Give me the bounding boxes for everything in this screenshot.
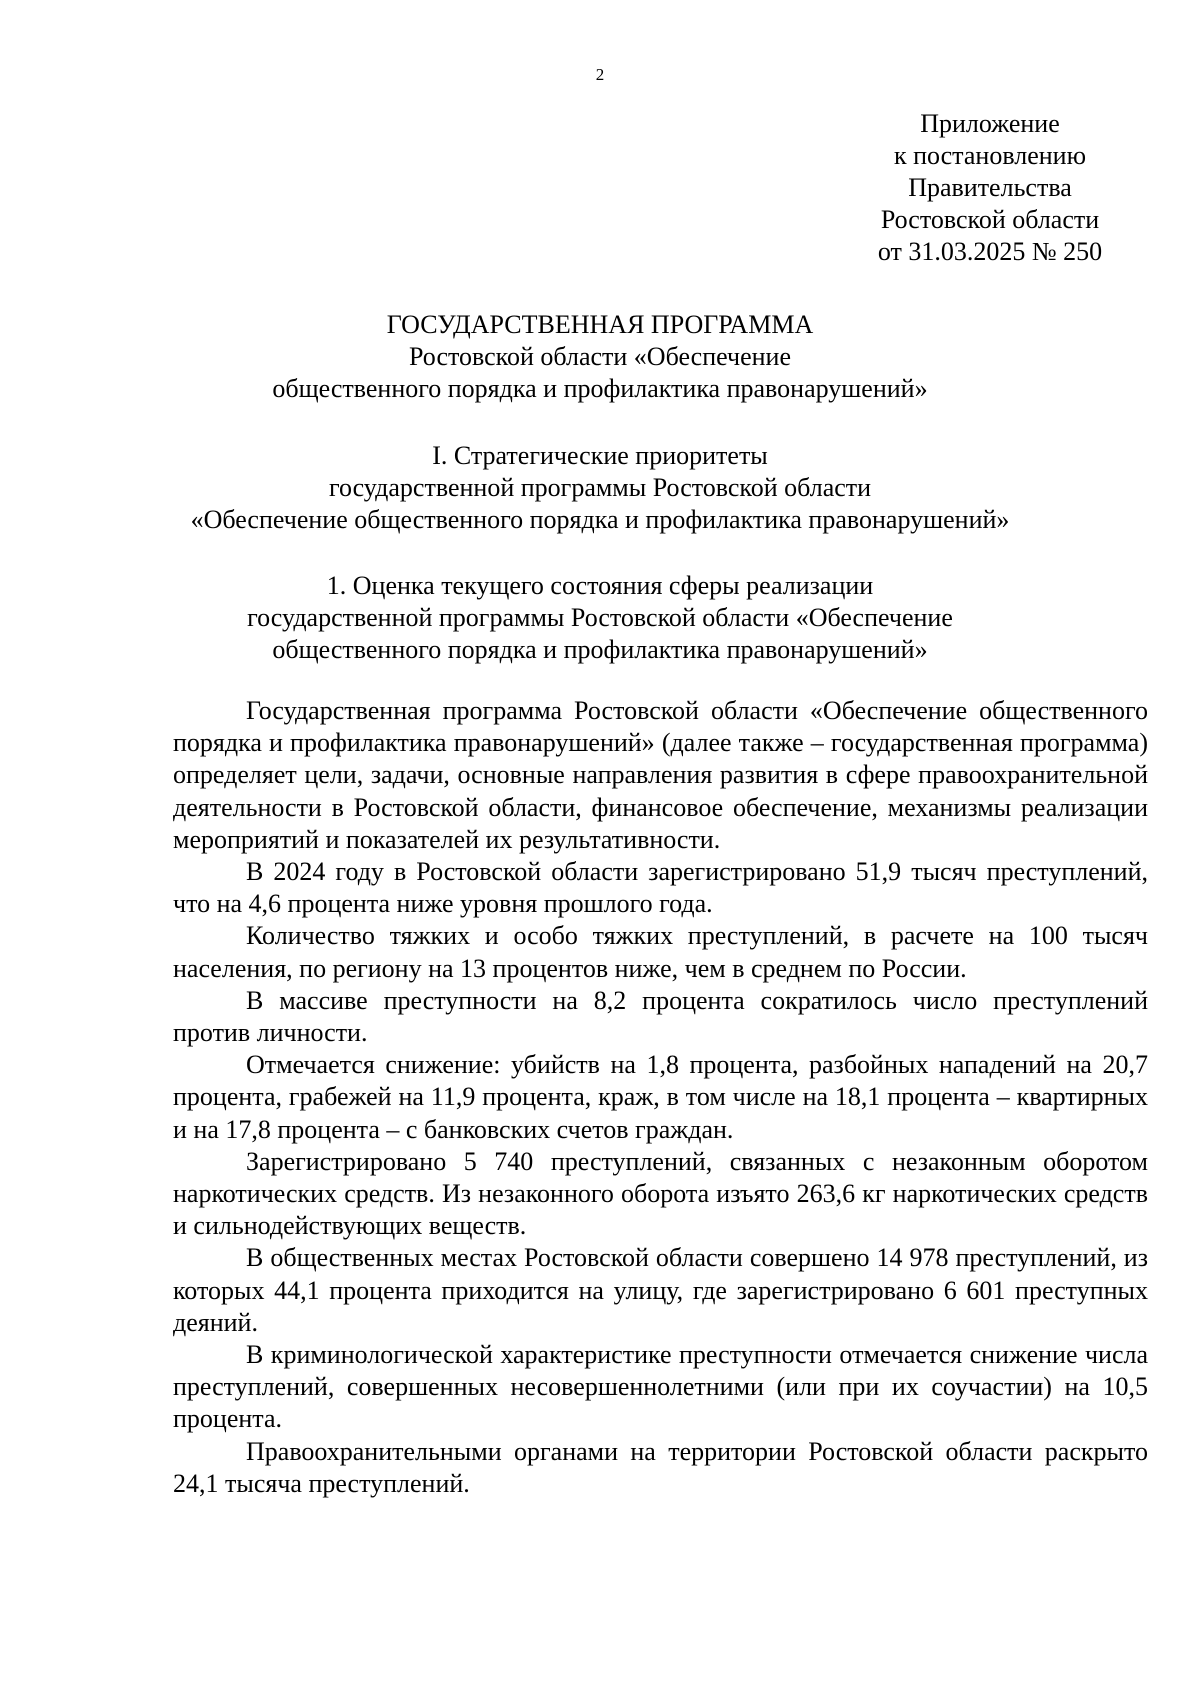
appendix-line: Правительства <box>908 173 1072 202</box>
paragraph: Государственная программа Ростовской области «Обеспечение общественного порядка и профилактика правонарушений» (далее также – государственная программа) определяет цели, задачи, основные направления развития в сфере правоохранительной деятельности в Ростовской области, финансовое обеспечение, механизмы реализации мероприятий и показателей их результативности. <box>173 696 1148 854</box>
subsection-heading <box>120 570 1080 666</box>
section-heading-line: государственной программы Ростовской области <box>328 473 872 502</box>
appendix-line: Ростовской области <box>880 205 1100 234</box>
paragraph: В 2024 году в Ростовской области зарегистрировано 51,9 тысяч преступлений, что на 4,6 процента ниже уровня прошлого года. <box>173 857 1148 919</box>
appendix-line: Приложение <box>920 109 1060 138</box>
paragraph: Отмечается снижение: убийств на 1,8 процента, разбойных нападений на 20,7 процента, грабежей на 11,9 процента, краж, в том числе на 18,1 процента – квартирных и на 17,8 процента – с банковских счетов граждан. <box>173 1050 1148 1144</box>
title-line: общественного порядка и профилактика правонарушений» <box>272 374 928 403</box>
section-heading <box>120 440 1080 536</box>
body-text <box>173 695 1148 1500</box>
paragraph: Зарегистрировано 5 740 преступлений, связанных с незаконным оборотом наркотических средств. Из незаконного оборота изъято 263,6 кг наркотических средств и сильнодействующих веществ. <box>173 1146 1148 1241</box>
paragraph: В криминологической характеристике преступности отмечается снижение числа преступлений, совершенных несовершеннолетними (или при их соучастии) на 10,5 процента. <box>173 1340 1148 1434</box>
paragraph: В общественных местах Ростовской области совершено 14 978 преступлений, из которых 44,1 процента приходится на улицу, где зарегистрировано 6 601 преступных деяний. <box>173 1243 1148 1337</box>
subsection-heading-line: общественного порядка и профилактика правонарушений» <box>272 635 928 664</box>
document-title <box>120 309 1080 405</box>
title-line: ГОСУДАРСТВЕННАЯ ПРОГРАММА <box>386 310 814 339</box>
appendix-block <box>840 108 1140 268</box>
paragraph: Правоохранительными органами на территории Ростовской области раскрыто 24,1 тысяча преступлений. <box>173 1436 1148 1498</box>
paragraph: В массиве преступности на 8,2 процента сократилось число преступлений против личности. <box>173 985 1148 1048</box>
title-line: Ростовской области «Обеспечение <box>408 342 791 371</box>
appendix-line: от 31.03.2025 № 250 <box>877 237 1103 266</box>
subsection-heading-line: государственной программы Ростовской области «Обеспечение <box>247 603 953 632</box>
section-heading-line: «Обеспечение общественного порядка и профилактика правонарушений» <box>190 505 1010 534</box>
appendix-line: к постановлению <box>893 141 1087 170</box>
section-heading-line: I. Стратегические приоритеты <box>432 441 768 470</box>
paragraph: Количество тяжких и особо тяжких преступлений, в расчете на 100 тысяч населения, по региону на 13 процентов ниже, чем в среднем по России. <box>173 921 1148 983</box>
subsection-heading-line: 1. Оценка текущего состояния сферы реализации <box>326 571 874 600</box>
page-number: 2 <box>595 65 605 84</box>
